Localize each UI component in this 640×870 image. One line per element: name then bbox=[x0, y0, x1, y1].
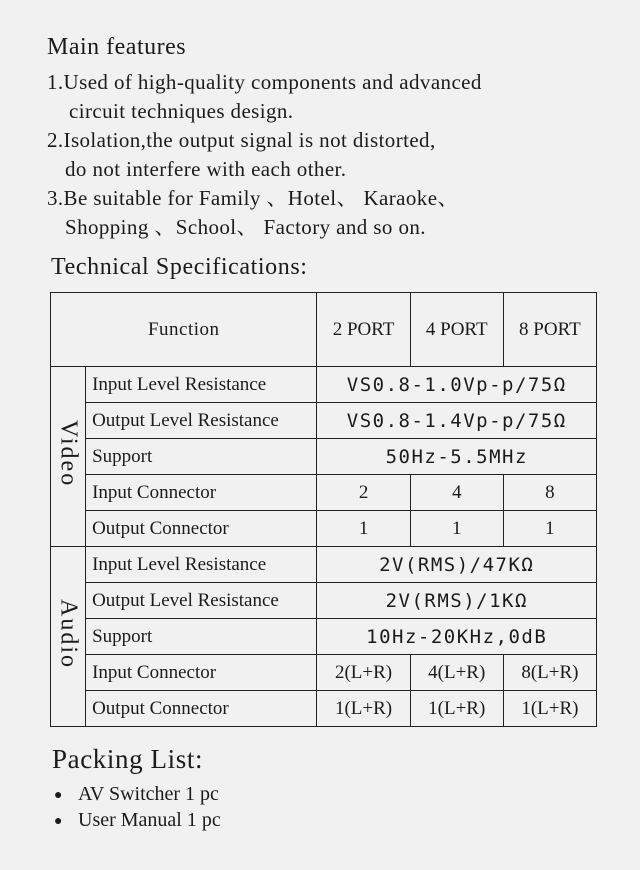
row-value: 10Hz-20KHz,0dB bbox=[317, 619, 597, 655]
row-value: 2V(RMS)/47KΩ bbox=[317, 547, 597, 583]
video-label-text: Video bbox=[55, 419, 82, 488]
cell-port-4: 4(L+R) bbox=[410, 655, 503, 691]
packing-item-text: User Manual 1 pc bbox=[78, 808, 221, 831]
list-item bbox=[54, 808, 221, 834]
cell-port-4: 1 bbox=[410, 511, 503, 547]
audio-section-label bbox=[51, 547, 86, 727]
cell-port-2: 2(L+R) bbox=[317, 655, 410, 691]
table-row bbox=[51, 691, 597, 727]
table-row bbox=[51, 367, 597, 403]
list-item bbox=[54, 782, 221, 808]
table-row bbox=[51, 619, 597, 655]
row-value: VS0.8-1.4Vp-p/75Ω bbox=[317, 403, 597, 439]
table-row bbox=[51, 403, 597, 439]
feature-3-line-1: 3.Be suitable for Family 、Hotel、 Karaoke、 bbox=[47, 186, 459, 210]
row-label: Support bbox=[86, 619, 317, 655]
row-label: Output Level Resistance bbox=[86, 403, 317, 439]
row-label: Input Level Resistance bbox=[86, 367, 317, 403]
feature-1-line-2: circuit techniques design. bbox=[69, 99, 294, 123]
bullet-icon: ● bbox=[54, 787, 63, 803]
feature-item-2 bbox=[47, 126, 436, 184]
port-4-header: 4 PORT bbox=[410, 293, 503, 367]
port-2-header: 2 PORT bbox=[317, 293, 410, 367]
feature-2-line-2: do not interfere with each other. bbox=[65, 157, 347, 181]
cell-port-8: 8(L+R) bbox=[503, 655, 596, 691]
packing-list-heading: Packing List: bbox=[52, 744, 204, 774]
row-label: Output Level Resistance bbox=[86, 583, 317, 619]
row-label: Output Connector bbox=[86, 511, 317, 547]
feature-2-line-1: 2.Isolation,the output signal is not distorted, bbox=[47, 128, 436, 152]
table-row bbox=[51, 655, 597, 691]
row-value: 2V(RMS)/1KΩ bbox=[317, 583, 597, 619]
cell-port-8: 1(L+R) bbox=[503, 691, 596, 727]
cell-port-2: 1(L+R) bbox=[317, 691, 410, 727]
cell-port-8: 1 bbox=[503, 511, 596, 547]
row-value: 50Hz-5.5MHz bbox=[317, 439, 597, 475]
row-label: Input Level Resistance bbox=[86, 547, 317, 583]
function-header: Function bbox=[51, 293, 317, 367]
packing-item-text: AV Switcher 1 pc bbox=[78, 783, 219, 805]
table-row bbox=[51, 511, 597, 547]
specifications-table bbox=[50, 292, 597, 727]
table-header-row bbox=[51, 293, 597, 367]
table-row bbox=[51, 547, 597, 583]
table-row bbox=[51, 475, 597, 511]
feature-3-line-2: Shopping 、School、 Factory and so on. bbox=[65, 215, 426, 239]
video-section-label bbox=[51, 367, 86, 547]
row-value: VS0.8-1.0Vp-p/75Ω bbox=[317, 367, 597, 403]
table-row bbox=[51, 583, 597, 619]
feature-item-1 bbox=[47, 68, 482, 126]
cell-port-2: 1 bbox=[317, 511, 410, 547]
packing-list bbox=[54, 782, 221, 834]
row-label: Input Connector bbox=[86, 475, 317, 511]
row-label: Output Connector bbox=[86, 691, 317, 727]
feature-item-3 bbox=[47, 184, 459, 242]
cell-port-4: 1(L+R) bbox=[410, 691, 503, 727]
main-features-heading: Main features bbox=[47, 34, 187, 60]
row-label: Input Connector bbox=[86, 655, 317, 691]
cell-port-2: 2 bbox=[317, 475, 410, 511]
row-label: Support bbox=[86, 439, 317, 475]
table-row bbox=[51, 439, 597, 475]
audio-label-text: Audio bbox=[55, 598, 82, 669]
cell-port-8: 8 bbox=[503, 475, 596, 511]
technical-specifications-heading: Technical Specifications: bbox=[51, 254, 308, 280]
feature-1-line-1: 1.Used of high-quality components and advanced bbox=[47, 70, 482, 94]
bullet-icon: ● bbox=[54, 813, 63, 829]
port-8-header: 8 PORT bbox=[503, 293, 596, 367]
cell-port-4: 4 bbox=[410, 475, 503, 511]
